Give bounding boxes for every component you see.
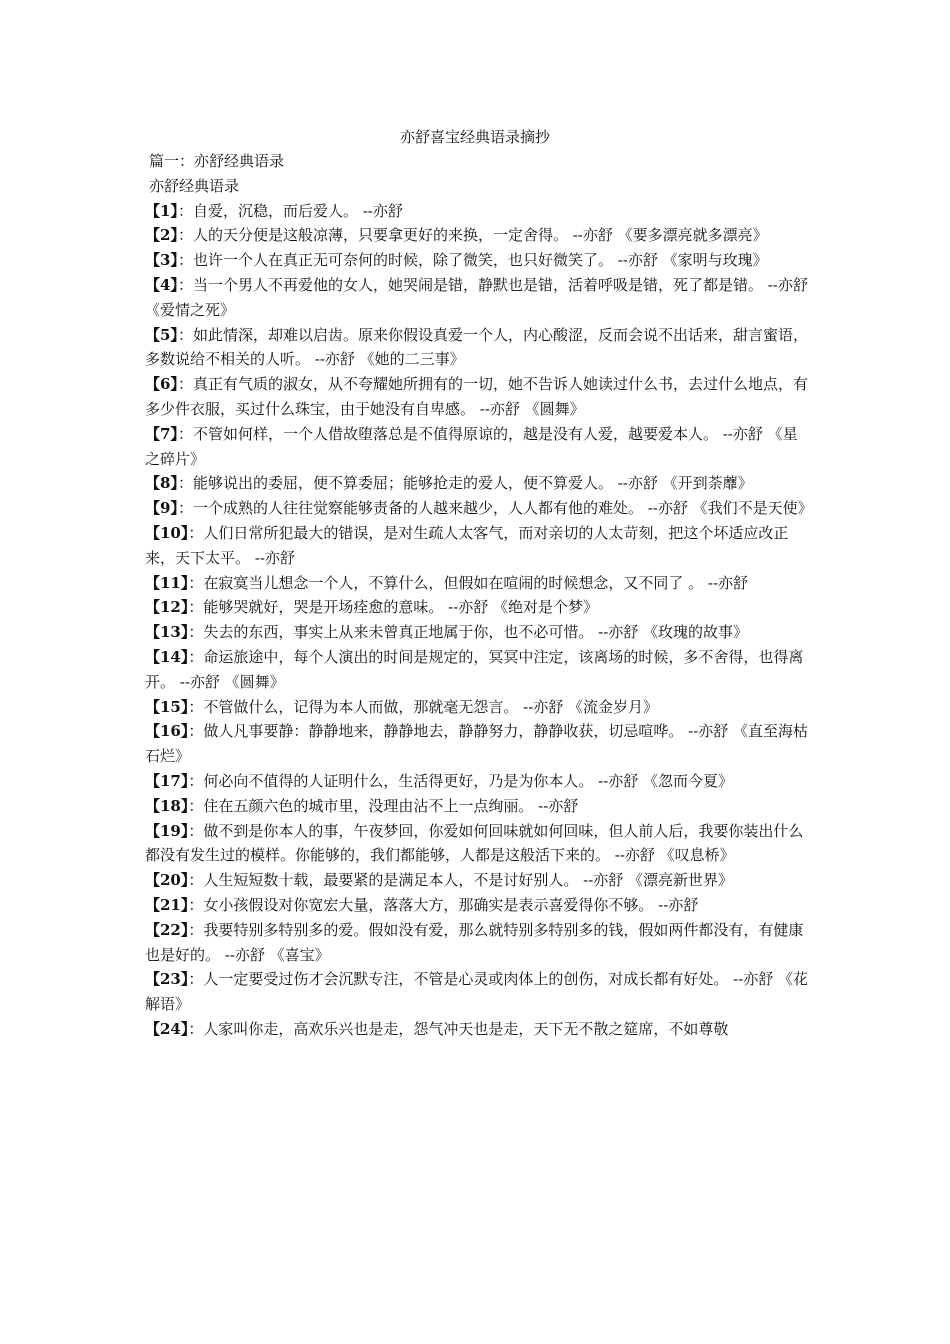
quote-entry	[145, 918, 810, 968]
quote-number: 【2】	[145, 226, 178, 245]
quote-text: ：人生短短数十载，最要紧的是满足本人，不是讨好别人。 --亦舒 《漂亮新世界》	[188, 871, 734, 890]
quote-text: ：人一定要受过伤才会沉默专注，不管是心灵或肉体上的创伤，对成长都有好处。 --亦舒 《花解语》	[145, 970, 809, 1014]
quote-text: ：也许一个人在真正无可奈何的时候，除了微笑，也只好微笑了。 --亦舒 《家明与玫瑰》	[177, 251, 768, 270]
quote-number: 【14】	[145, 647, 189, 666]
quote-number: 【9】	[145, 499, 178, 518]
quote-list	[145, 199, 813, 1042]
quote-entry	[145, 620, 810, 645]
quote-text: ：人们日常所犯最大的错误，是对生疏人太客气，而对亲切的人太苛刻，把这个坏适应改正来，天下太平。 --亦舒	[145, 523, 789, 567]
quote-entry	[145, 422, 810, 472]
quote-number: 【6】	[145, 375, 178, 394]
quote-text: ：能够说出的委屈，便不算委屈；能够抢走的爱人，便不算爱人。 --亦舒 《开到荼蘼》	[177, 474, 753, 493]
quote-number: 【17】	[145, 771, 189, 790]
quote-entry	[145, 571, 810, 596]
document-body	[145, 149, 813, 1042]
quote-text: ：人家叫你走，高欢乐兴也是走，怨气冲天也是走，天下无不散之筵席，不如尊敬	[188, 1019, 729, 1038]
quote-number: 【21】	[145, 895, 189, 914]
quote-number: 【4】	[145, 275, 178, 294]
quote-number: 【7】	[145, 424, 178, 443]
document-title: 亦舒喜宝经典语录摘抄	[399, 128, 550, 146]
section-heading: 篇一：亦舒经典语录	[149, 152, 285, 170]
quote-text: ：何必向不值得的人证明什么，生活得更好，乃是为你本人。 --亦舒 《忽而今夏》	[188, 771, 734, 790]
quote-number: 【12】	[145, 598, 189, 617]
quote-number: 【1】	[145, 201, 178, 220]
quote-text: ：一个成熟的人往往觉察能够责备的人越来越少，人人都有他的难处。 --亦舒 《我们不是天使》	[177, 499, 813, 518]
quote-entry	[145, 645, 810, 695]
quote-entry	[145, 223, 810, 248]
quote-entry	[145, 695, 810, 720]
quote-number: 【22】	[145, 920, 189, 939]
quote-number: 【18】	[145, 796, 189, 815]
quote-text: ：自爱，沉稳，而后爱人。 --亦舒	[177, 201, 403, 220]
quote-text: ：住在五颜六色的城市里，没理由沾不上一点绚丽。 --亦舒	[188, 796, 579, 815]
quote-entry	[145, 471, 810, 496]
quote-text: ：失去的东西，事实上从来未曾真正地属于你，也不必可惜。 --亦舒 《玫瑰的故事》	[188, 623, 749, 642]
quote-text: ：不管做什么，记得为本人而做，那就毫无怨言。 --亦舒 《流金岁月》	[188, 697, 659, 716]
quote-text: ：我要特别多特别多的爱。假如没有爱，那么就特别多特别多的钱，假如两件都没有，有健康也是好的。 --亦舒 《喜宝》	[145, 920, 804, 964]
quote-number: 【20】	[145, 871, 189, 890]
quote-entry	[145, 794, 810, 819]
quote-number: 【11】	[145, 573, 189, 592]
quote-text: ：女小孩假设对你宽宏大量，落落大方，那确实是表示喜爱得你不够。 --亦舒	[188, 895, 699, 914]
quote-entry	[145, 248, 810, 273]
quote-text: ：当一个男人不再爱他的女人，她哭闹是错，静默也是错，活着呼吸是错，死了都是错。 --亦舒 《爱情之死》	[145, 275, 808, 319]
quote-number: 【13】	[145, 623, 189, 642]
quote-entry	[145, 521, 810, 571]
quote-text: ：能够哭就好，哭是开场痊愈的意味。 --亦舒 《绝对是个梦》	[188, 598, 599, 617]
quote-entry	[145, 496, 813, 521]
quote-text: ：人的天分便是这般凉薄，只要拿更好的来换，一定舍得。 --亦舒 《要多漂亮就多漂亮》	[177, 226, 768, 245]
quote-text: ：命运旅途中，每个人演出的时间是规定的，冥冥中注定，该离场的时候，多不舍得，也得离开。 --亦舒 《圆舞》	[145, 647, 804, 691]
quote-text: ：做人凡事要静：静静地来，静静地去，静静努力，静静收获，切忌喧哗。 --亦舒 《直至海枯石烂》	[145, 722, 809, 766]
quote-entry	[145, 595, 810, 620]
quote-entry	[145, 868, 810, 893]
quote-number: 【5】	[145, 325, 178, 344]
quote-number: 【15】	[145, 697, 189, 716]
sub-heading: 亦舒经典语录	[149, 176, 240, 195]
quote-text: ：不管如何样，一个人借故堕落总是不值得原谅的，越是没有人爱，越要爱本人。 --亦舒 《星之碎片》	[145, 424, 798, 468]
quote-entry	[145, 893, 810, 918]
quote-entry	[145, 323, 810, 373]
quote-entry	[145, 719, 810, 769]
quote-entry	[145, 819, 810, 869]
quote-number: 【8】	[145, 474, 178, 493]
quote-number: 【16】	[145, 722, 189, 741]
quote-number: 【10】	[145, 523, 189, 542]
quote-entry	[145, 769, 810, 794]
quote-entry	[145, 372, 810, 422]
quote-number: 【3】	[145, 251, 178, 270]
quote-entry	[145, 1017, 810, 1042]
quote-entry	[145, 273, 810, 323]
quote-number: 【19】	[145, 821, 189, 840]
quote-text: ：真正有气质的淑女，从不夸耀她所拥有的一切，她不告诉人她读过什么书，去过什么地点，有多少件衣服，买过什么珠宝，由于她没有自卑感。 --亦舒 《圆舞》	[145, 375, 808, 418]
quote-number: 【23】	[145, 970, 189, 989]
quote-text: ：在寂寞当儿想念一个人，不算什么，但假如在喧闹的时候想念，又不同了 。 --亦舒	[188, 573, 749, 592]
quote-text: ：做不到是你本人的事，午夜梦回，你爱如何回味就如何回味，但人前人后，我要你装出什么都没有发生过的模样。你能够的，我们都能够，人都是这般活下来的。 --亦舒 《叹息桥》	[145, 821, 804, 865]
quote-entry	[145, 967, 810, 1017]
quote-entry	[145, 199, 810, 224]
quote-number: 【24】	[145, 1019, 189, 1038]
quote-text: ：如此情深，却难以启齿。原来你假设真爱一个人，内心酸涩，反而会说不出话来，甜言蜜语，多数说给不相关的人听。 --亦舒 《她的二三事》	[145, 325, 808, 369]
